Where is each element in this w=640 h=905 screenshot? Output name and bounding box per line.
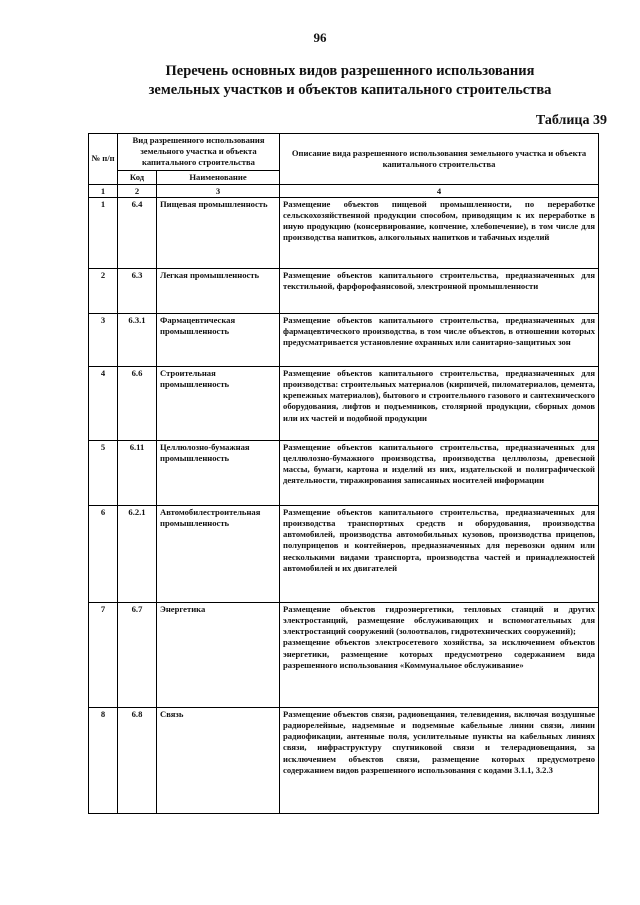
row-number: 6 (89, 505, 118, 602)
description-paragraph: Размещение объектов капитального строительства, предназначенных для целлюлозно-бумажного производства, производства целлюлозы, древесной массы, бумаги, картона и изделий из них, издательской и полиграфической деятельности, тиражирования записанных носителей информации (283, 441, 596, 486)
row-name: Пищевая промышленность (157, 197, 280, 268)
description-paragraph: Размещение объектов капитального строительства, предназначенных для текстильной, фарфорофаянсовой, электронной промышленности (283, 269, 596, 292)
table-label: Таблица 39 (535, 113, 607, 128)
row-description (280, 440, 599, 505)
table-row (89, 366, 599, 440)
row-number: 3 (89, 313, 118, 366)
header-name: Наименование (157, 170, 280, 184)
table-body (89, 197, 599, 813)
title-line-1: Перечень основных видов разрешенного использования (165, 63, 535, 79)
row-description (280, 602, 599, 707)
table-row (89, 268, 599, 313)
row-name: Связь (157, 707, 280, 813)
description-paragraph: Размещение объектов капитального строительства, предназначенных для фармацевтического производства, в том числе объектов, в отношении которых предусматривается установление охранных или санитарно-защитных зон (283, 314, 596, 348)
row-code: 6.6 (118, 366, 157, 440)
row-code: 6.8 (118, 707, 157, 813)
column-number: 4 (280, 184, 599, 197)
column-number: 2 (118, 184, 157, 197)
header-code: Код (118, 170, 157, 184)
column-number: 3 (157, 184, 280, 197)
title-line-2: земельных участков и объектов капитального строительства (148, 82, 552, 98)
header-group: Вид разрешенного использования земельного участка и объекта капитального строительства (118, 134, 280, 171)
document-title (90, 62, 610, 100)
row-name: Строительная промышленность (157, 366, 280, 440)
row-number: 5 (89, 440, 118, 505)
table-row (89, 313, 599, 366)
row-description (280, 268, 599, 313)
header-num: № п/п (89, 134, 118, 185)
row-description (280, 505, 599, 602)
table-row (89, 197, 599, 268)
row-code: 6.2.1 (118, 505, 157, 602)
description-paragraph: Размещение объектов гидроэнергетики, тепловых станций и других электростанций, размещение обслуживающих и вспомогательных для электростанций сооружений (золоотвалов, гидротехнических сооружений); (283, 603, 596, 637)
description-paragraph: размещение объектов электросетевого хозяйства, за исключением объектов энергетики, размещение которых предусмотрено содержанием вида разрешенного использования «Коммунальное обслуживание» (283, 637, 596, 670)
row-name: Легкая промышленность (157, 268, 280, 313)
land-use-table (88, 133, 599, 814)
row-code: 6.3.1 (118, 313, 157, 366)
description-paragraph: Размещение объектов капитального строительства, предназначенных для производства: строительных материалов (кирпичей, пиломатериалов, цемента, крепежных материалов), бытового и строительного газового и сантехнического оборудования, лифтов и подъемников, столярной продукции, сборных домов или их частей и подобной продукции (283, 367, 596, 423)
page-number: 96 (313, 30, 327, 45)
table-row (89, 602, 599, 707)
description-paragraph: Размещение объектов капитального строительства, предназначенных для производства транспортных средств и оборудования, производства автомобилей, производства автомобильных кузовов, производства прицепов, полуприцепов и контейнеров, предназначенных для перевозки одним или несколькими видами транспорта, производства частей и принадлежностей автомобилей и их двигателей (283, 506, 596, 573)
row-name: Фармацевтическая промышленность (157, 313, 280, 366)
row-name: Целлюлозно-бумажная промышленность (157, 440, 280, 505)
row-description (280, 366, 599, 440)
row-description (280, 313, 599, 366)
row-code: 6.7 (118, 602, 157, 707)
table-row (89, 505, 599, 602)
description-paragraph: Размещение объектов связи, радиовещания, телевидения, включая воздушные радиорелейные, надземные и подземные кабельные линии связи, линии радиофикации, антенные поля, усилительные пункты на кабельных линиях связи, инфраструктуру спутниковой связи и телерадиовещания, за исключением объектов связи, размещение которых предусмотрено содержанием видов разрешенного использования с кодами 3.1.1, 3.2.3 (283, 708, 596, 775)
row-code: 6.11 (118, 440, 157, 505)
row-number: 7 (89, 602, 118, 707)
row-number: 8 (89, 707, 118, 813)
row-code: 6.4 (118, 197, 157, 268)
column-number: 1 (89, 184, 118, 197)
row-description (280, 197, 599, 268)
row-number: 1 (89, 197, 118, 268)
table-header (89, 134, 599, 198)
column-number-row (89, 184, 599, 197)
row-number: 2 (89, 268, 118, 313)
row-number: 4 (89, 366, 118, 440)
row-name: Автомобилестроительная промышленность (157, 505, 280, 602)
description-paragraph: Размещение объектов пищевой промышленности, по переработке сельскохозяйственной продукции способом, приводящим к их переработке в иную продукцию (консервирование, копчение, хлебопечение), в том числе для производства напитков, алкогольных напитков и табачных изделий (283, 198, 596, 243)
table-row (89, 440, 599, 505)
header-description: Описание вида разрешенного использования земельного участка и объекта капитального строительства (280, 134, 599, 185)
table-row (89, 707, 599, 813)
row-code: 6.3 (118, 268, 157, 313)
row-name: Энергетика (157, 602, 280, 707)
row-description (280, 707, 599, 813)
